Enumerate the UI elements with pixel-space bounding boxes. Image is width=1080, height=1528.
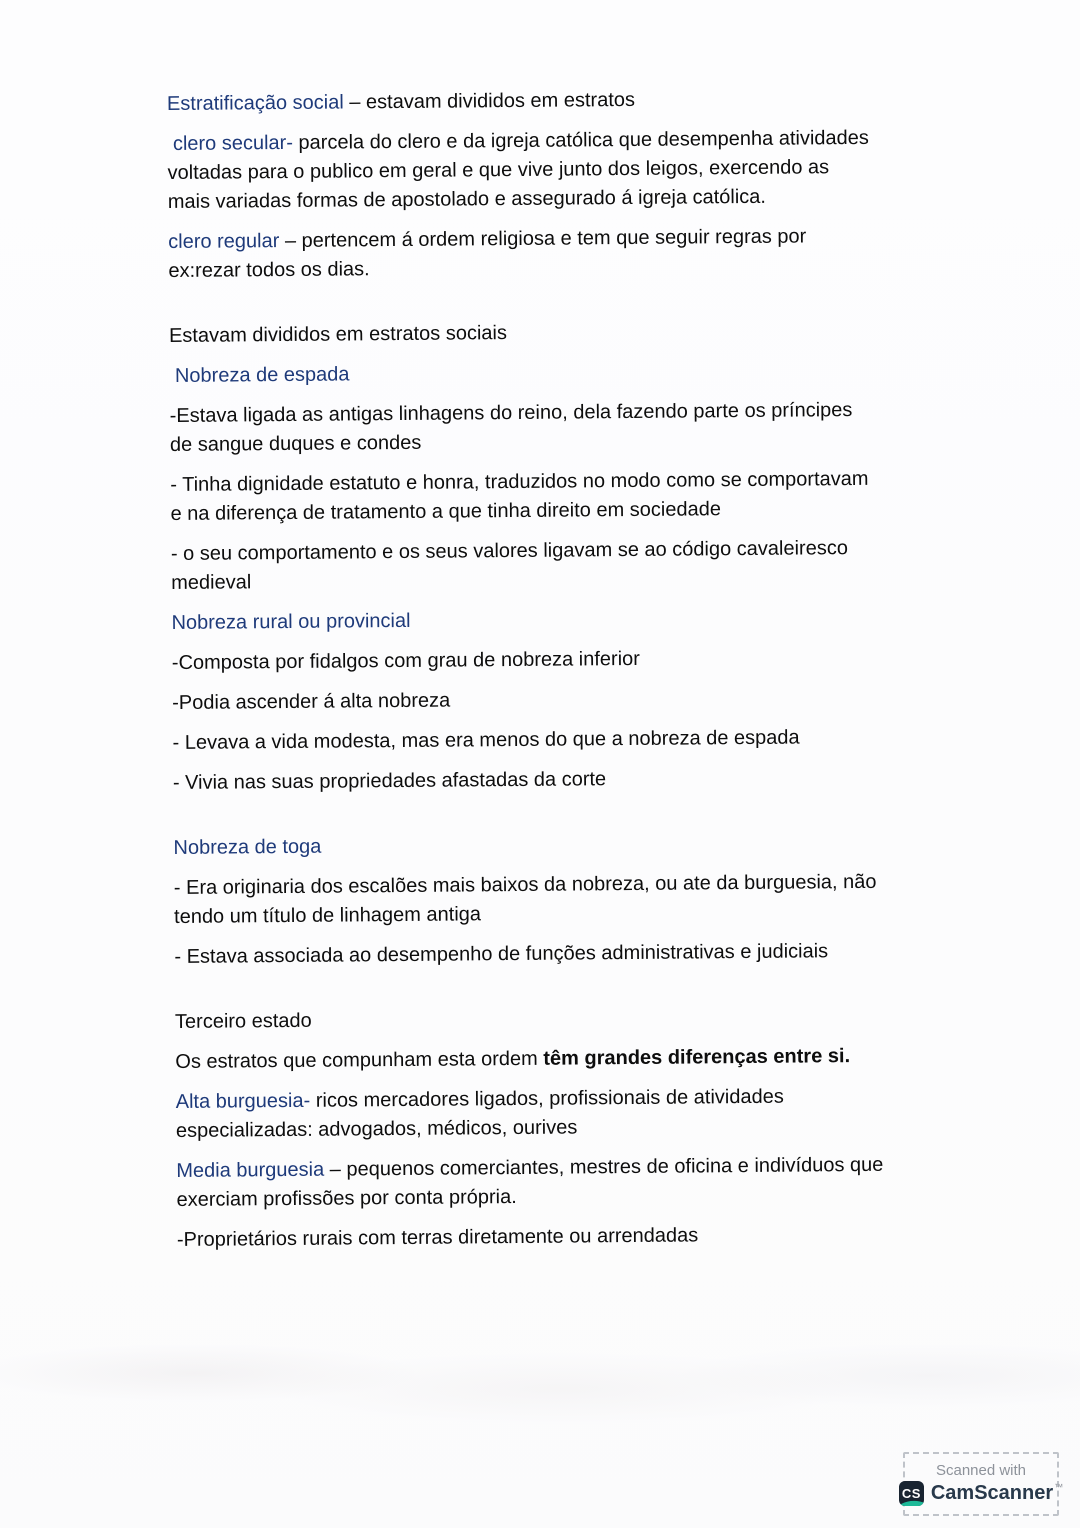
scan-noise-artifact [0,1295,1080,1425]
paragraph [173,827,993,863]
camscanner-badge[interactable] [901,1452,1064,1516]
paragraph [170,464,990,529]
paragraph [168,221,988,286]
paragraph [174,867,994,932]
scanned-with-label: Scanned with [935,1461,1027,1479]
text-segment: -Proprietários rurais com terras diretamente ou arrendadas [176,1224,699,1251]
paragraph [173,762,993,798]
paragraph [176,1081,996,1146]
paragraph [171,533,991,598]
text-segment: Estratificação social [166,91,344,116]
text-segment: clero regular [168,230,280,254]
text-segment: - Estava associada ao desempenho de funções administrativas e judiciais [174,940,829,968]
camscanner-icon [899,1481,924,1506]
paragraph [175,1041,995,1077]
text-segment: - Vivia nas suas propriedades afastadas da corte [172,768,607,794]
text-segment: -Estava ligada as antigas linhagens do reino, dela fazendo parte os príncipes de sangue duques e condes [169,399,853,457]
camscanner-app-name: CamScanner [930,1482,1054,1504]
text-segment: Nobreza rural ou provincial [171,609,411,635]
paragraph [167,123,988,217]
camscanner-branding [899,1481,1063,1506]
paragraph [175,1001,995,1037]
text-segment: têm grandes diferenças entre si. [543,1045,851,1070]
paragraph [171,602,991,638]
paragraph [170,395,990,460]
text-segment: parcela do clero e da igreja católica que desempenha atividades voltadas para o publico em geral e que vive junto dos leigos, exercendo as mais variadas formas de apostolado e assegurado á igreja católica. [167,126,869,214]
trademark-symbol: ™ [1054,1481,1064,1492]
text-segment: Terceiro estado [174,1009,312,1033]
text-segment: - Era originaria dos escalões mais baixos da nobreza, ou ate da burguesia, não tendo um título de linhagem antiga [173,870,877,928]
paragraph [169,315,989,351]
paragraph [169,355,989,391]
text-segment: – pertencem á ordem religiosa e tem que seguir regras por ex:rezar todos os dias. [168,225,807,283]
paragraph [172,682,992,718]
text-segment: ricos mercadores ligados, profissionais de atividades especializadas: advogados, médicos, ourives [175,1085,784,1142]
camscanner-icon-letters: CS [901,1485,921,1501]
text-segment: -Composta por fidalgos com grau de nobreza inferior [171,647,640,675]
text-segment: - Levava a vida modesta, mas era menos do que a nobreza de espada [172,726,800,754]
text-segment: - o seu comportamento e os seus valores ligavam se ao código cavaleiresco medieval [170,537,849,595]
text-segment: Os estratos que compunham esta ordem [175,1047,544,1073]
paragraph [167,83,987,119]
text-segment: Alta burguesia- [175,1089,311,1113]
document-text [167,83,997,1266]
text-segment: – estavam divididos em estratos [343,88,636,114]
text-segment: Nobreza de espada [169,363,350,388]
paragraph [176,1150,996,1215]
paragraph [172,642,992,678]
text-segment: Nobreza de toga [173,835,322,859]
text-segment: Media burguesia [176,1158,325,1182]
paragraph [177,1219,997,1255]
paragraph [172,722,992,758]
paragraph [174,936,994,972]
text-segment: - Tinha dignidade estatuto e honra, traduzidos no modo como se comportavam e na diferença de tratamento a que tinha direito em sociedade [170,467,869,526]
text-segment: -Podia ascender á alta nobreza [172,689,451,714]
text-segment: Estavam divididos em estratos sociais [168,322,508,348]
text-segment: – pequenos comerciantes, mestres de oficina e indivíduos que exerciam profissões por conta própria. [176,1153,884,1211]
text-segment: clero secular- [167,131,294,156]
